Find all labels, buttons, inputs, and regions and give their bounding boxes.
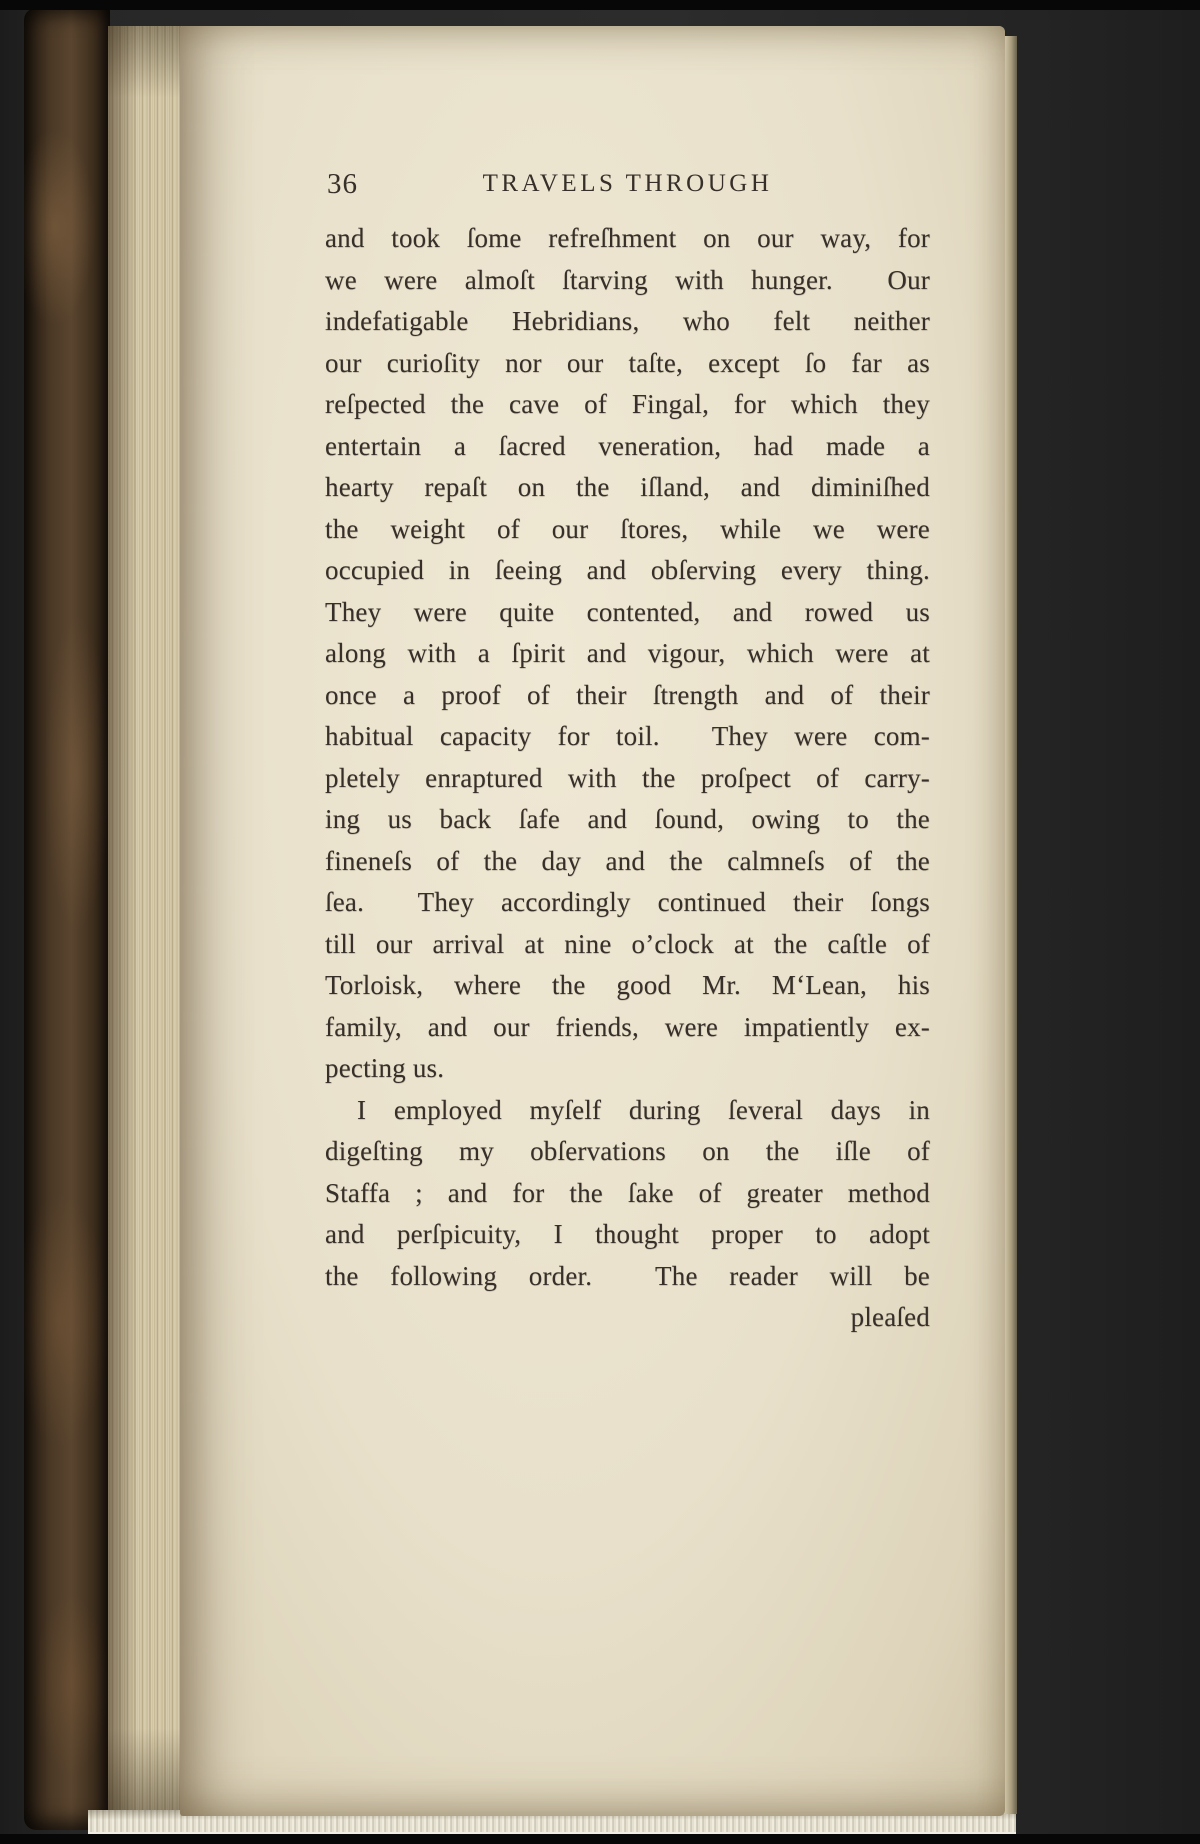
text-line: and took ſome refreſhment on our way, for xyxy=(325,223,930,253)
text-line: digeſting my obſervations on the iſle of xyxy=(325,1136,930,1166)
text-line: pletely enraptured with the proſpect of carry- xyxy=(325,762,930,793)
text-line: ing us back ſafe and ſound, owing to the xyxy=(325,804,930,834)
text-line: till our arrival at nine o’clock at the caſtle of xyxy=(325,928,930,959)
running-title: TRAVELS THROUGH xyxy=(482,170,773,197)
text-line: reſpected the cave of Fingal, for which they xyxy=(325,389,930,419)
text-line: Staffa ; and for the ſake of greater method xyxy=(325,1177,930,1208)
text-line: entertain a ſacred veneration, had made a xyxy=(325,430,930,461)
page-number: 36 xyxy=(327,168,358,200)
page-edges-left xyxy=(108,26,182,1818)
text-line: the weight of our ſtores, while we were xyxy=(325,513,930,544)
top-black-border xyxy=(0,0,1200,10)
text-line: the following order. The reader will be xyxy=(325,1260,930,1291)
text-line: Torloisk, where the good Mr. M‘Lean, his xyxy=(325,970,930,1000)
text-line: ſea. They accordingly continued their ſongs xyxy=(325,887,930,917)
page-header xyxy=(325,168,930,208)
text-line: pleaſed xyxy=(850,1302,930,1332)
text-line: indefatigable Hebridians, who felt neither xyxy=(325,306,930,336)
text-line: family, and our friends, were impatiently ex- xyxy=(325,1011,930,1042)
bottom-black-border xyxy=(0,1834,1200,1844)
text-line: and perſpicuity, I thought proper to adopt xyxy=(325,1219,930,1249)
page-edge-right xyxy=(1004,36,1017,1814)
text-line: our curioſity nor our taſte, except ſo far as xyxy=(325,347,930,378)
text-line: I employed myſelf during ſeveral days in xyxy=(357,1094,930,1125)
book-page xyxy=(180,26,1005,1816)
text-line: habitual capacity for toil. They were com- xyxy=(325,721,930,751)
text-line: once a proof of their ſtrength and of their xyxy=(325,679,930,710)
text-line: occupied in ſeeing and obſerving every thing. xyxy=(325,555,930,585)
text-line: They were quite contented, and rowed us xyxy=(325,596,930,627)
text-line: pecting us. xyxy=(325,1053,445,1083)
text-line: along with a ſpirit and vigour, which were at xyxy=(325,638,930,668)
text-line: we were almoſt ſtarving with hunger. Our xyxy=(325,264,930,295)
book-spine xyxy=(24,8,110,1830)
body-text xyxy=(325,218,930,1339)
text-line: hearty repaſt on the iſland, and diminiſhed xyxy=(325,472,930,502)
text-line: fineneſs of the day and the calmneſs of the xyxy=(325,845,930,876)
